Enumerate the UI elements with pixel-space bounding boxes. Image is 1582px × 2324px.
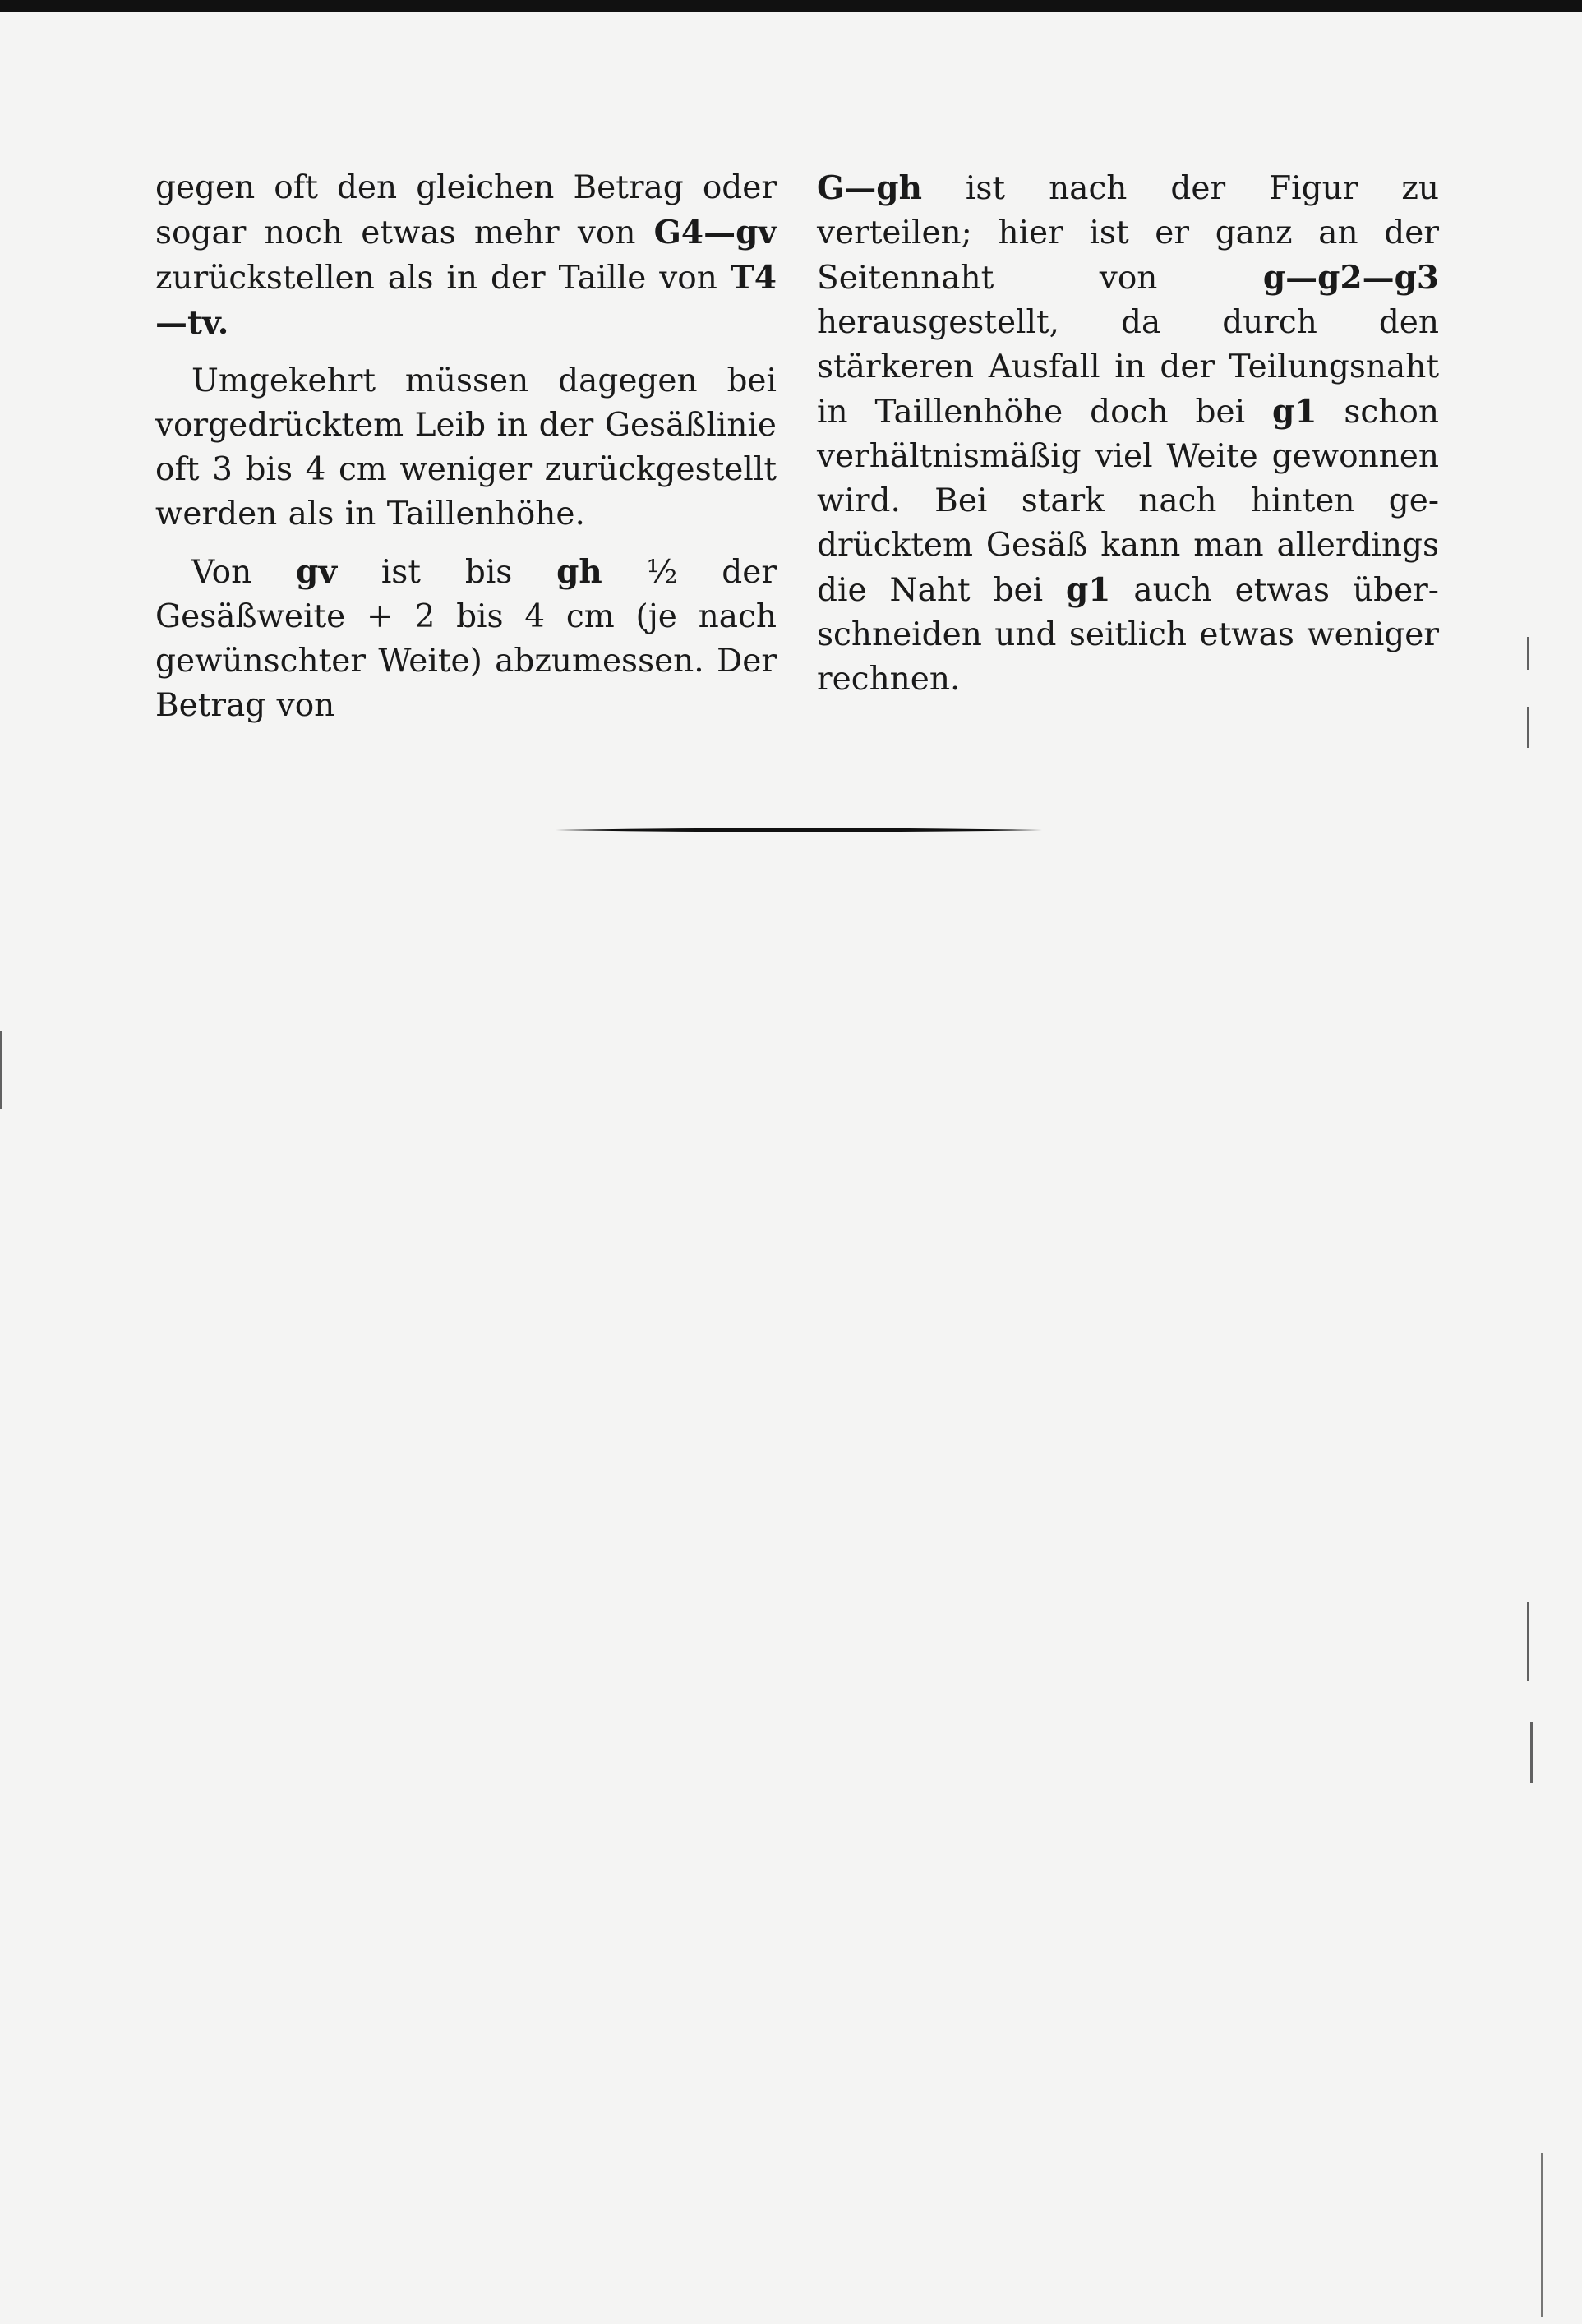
- text-run: Von: [191, 554, 297, 591]
- paragraph: [817, 166, 1439, 702]
- scan-edge-mark: [1527, 637, 1529, 670]
- bold-point-label: gv: [296, 553, 337, 591]
- text-run: ½ der Gesäßweite + 2 bis 4 cm (je nach gewünschter Weite) abzumessen. Der Betrag von: [155, 554, 777, 724]
- paragraph: [155, 550, 777, 728]
- text-run: herausgestellt, da durch den stärkeren Ausfall in der Teilungsnaht in Taillenhöhe doch bei: [817, 304, 1439, 431]
- text-run: ist bis: [336, 554, 557, 591]
- scan-edge-mark: [1541, 2153, 1543, 2317]
- scan-edge-mark: [0, 1031, 2, 1109]
- text-run: gegen oft den gleichen Betrag oder sogar noch etwas mehr von: [155, 169, 777, 251]
- scan-edge-mark: [1527, 1602, 1529, 1681]
- bold-point-label: g1: [1066, 571, 1111, 609]
- text-run: zurückstellen als in der Taille von: [155, 260, 731, 297]
- text-column-left: [155, 166, 777, 741]
- text-run: auch etwas überschneiden und seitlich etwas weniger rechnen.: [817, 572, 1439, 698]
- text-run: Umgekehrt müssen dagegen bei vorgedrücktem Leib in der Gesäßlinie oft 3 bis 4 cm weniger zurückgestellt werden als in Taillenhöhe.: [155, 362, 777, 533]
- text-column-right: [817, 166, 1439, 715]
- bold-point-label: T4—tv.: [155, 259, 777, 342]
- scan-edge-mark: [1527, 707, 1529, 748]
- bold-point-label: g1: [1272, 393, 1317, 431]
- bold-point-label: g—g2—g3: [1262, 259, 1439, 297]
- bold-point-label: gh: [556, 553, 602, 591]
- bold-point-label: G—gh: [817, 169, 922, 207]
- bold-point-label: G4—gv: [653, 214, 777, 251]
- paragraph: [155, 359, 777, 537]
- paragraph: [155, 166, 777, 346]
- text-run: schon verhältnismäßig viel Weite gewonnen wird. Bei stark nach hinten gedrücktem Gesäß kann man allerdings die Naht bei: [817, 394, 1439, 609]
- scan-edge-mark: [1530, 1722, 1533, 1783]
- section-divider-rule: [556, 827, 1042, 833]
- scan-top-border: [0, 0, 1582, 12]
- text-run: ist nach der Figur zu verteilen; hier ist er ganz an der Seitennaht von: [817, 170, 1439, 297]
